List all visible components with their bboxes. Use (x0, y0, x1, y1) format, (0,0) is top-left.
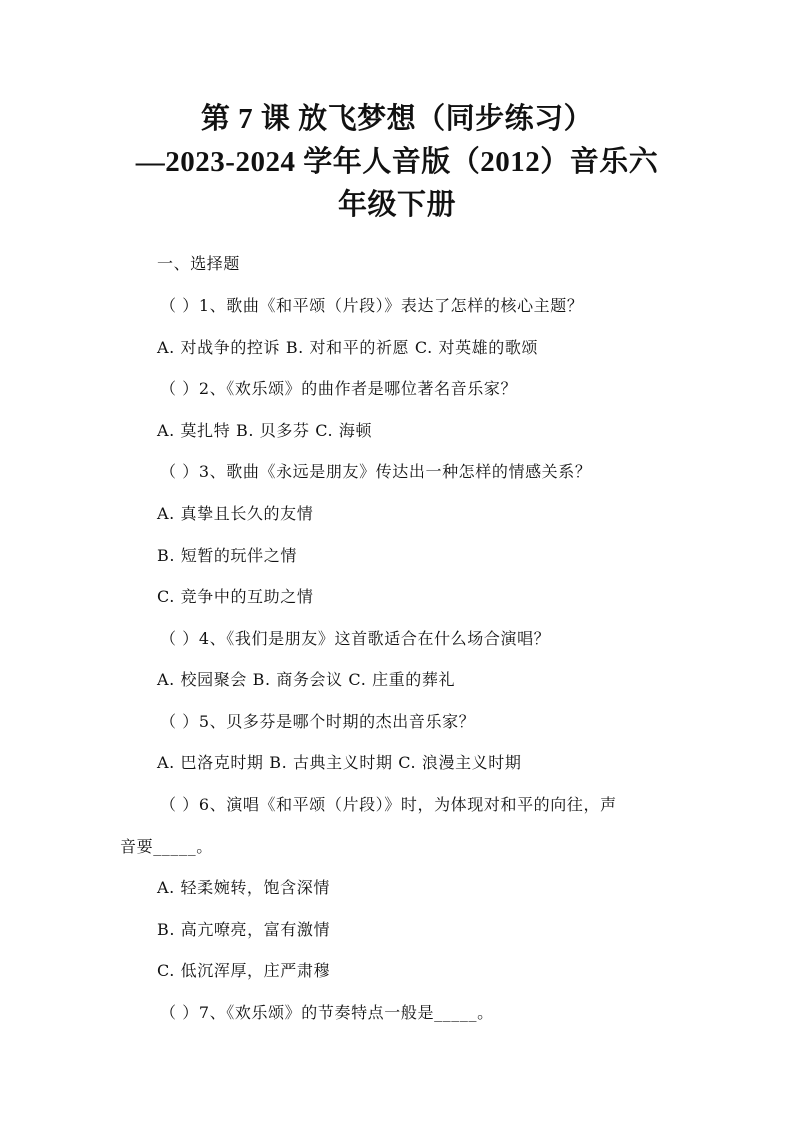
question-5-options: A. 巴洛克时期 B. 古典主义时期 C. 浪漫主义时期 (157, 753, 522, 772)
title-line-2: —2023-2024 学年人音版（2012）音乐六 (135, 146, 659, 178)
question-6-line-2: 音要_____。 (120, 837, 213, 856)
question-3-option-c: C. 竞争中的互助之情 (157, 587, 314, 606)
question-2: （ ）2、《欢乐颂》的曲作者是哪位著名音乐家？ (160, 379, 518, 398)
question-7: （ ）7、《欢乐颂》的节奏特点一般是_____。 (160, 1003, 494, 1022)
section-heading-choice: 一、选择题 (157, 254, 241, 273)
title-line-3: 年级下册 (337, 189, 456, 221)
question-6-option-c: C. 低沉浑厚，庄严肃穆 (157, 961, 331, 980)
title-line-1: 第 7 课 放飞梦想（同步练习） (200, 103, 594, 135)
question-5: （ ）5、贝多芬是哪个时期的杰出音乐家？ (160, 712, 476, 731)
question-1: （ ）1、歌曲《和平颂（片段）》表达了怎样的核心主题？ (160, 296, 584, 315)
question-6-line-1: （ ）6、演唱《和平颂（片段）》时，为体现对和平的向往，声 (160, 795, 617, 814)
question-4: （ ）4、《我们是朋友》这首歌适合在什么场合演唱？ (160, 629, 551, 648)
question-2-options: A. 莫扎特 B. 贝多芬 C. 海顿 (157, 421, 373, 440)
question-6-option-a: A. 轻柔婉转，饱含深情 (157, 878, 330, 897)
question-4-options: A. 校园聚会 B. 商务会议 C. 庄重的葬礼 (157, 670, 456, 689)
question-3-option-a: A. 真挚且长久的友情 (157, 504, 314, 523)
question-1-options: A. 对战争的控诉 B. 对和平的祈愿 C. 对英雄的歌颂 (157, 338, 539, 357)
document-title (0, 98, 794, 227)
question-3-option-b: B. 短暂的玩伴之情 (157, 546, 297, 565)
question-3: （ ）3、歌曲《永远是朋友》传达出一种怎样的情感关系？ (160, 462, 592, 481)
question-6-option-b: B. 高亢嘹亮，富有激情 (157, 920, 331, 939)
